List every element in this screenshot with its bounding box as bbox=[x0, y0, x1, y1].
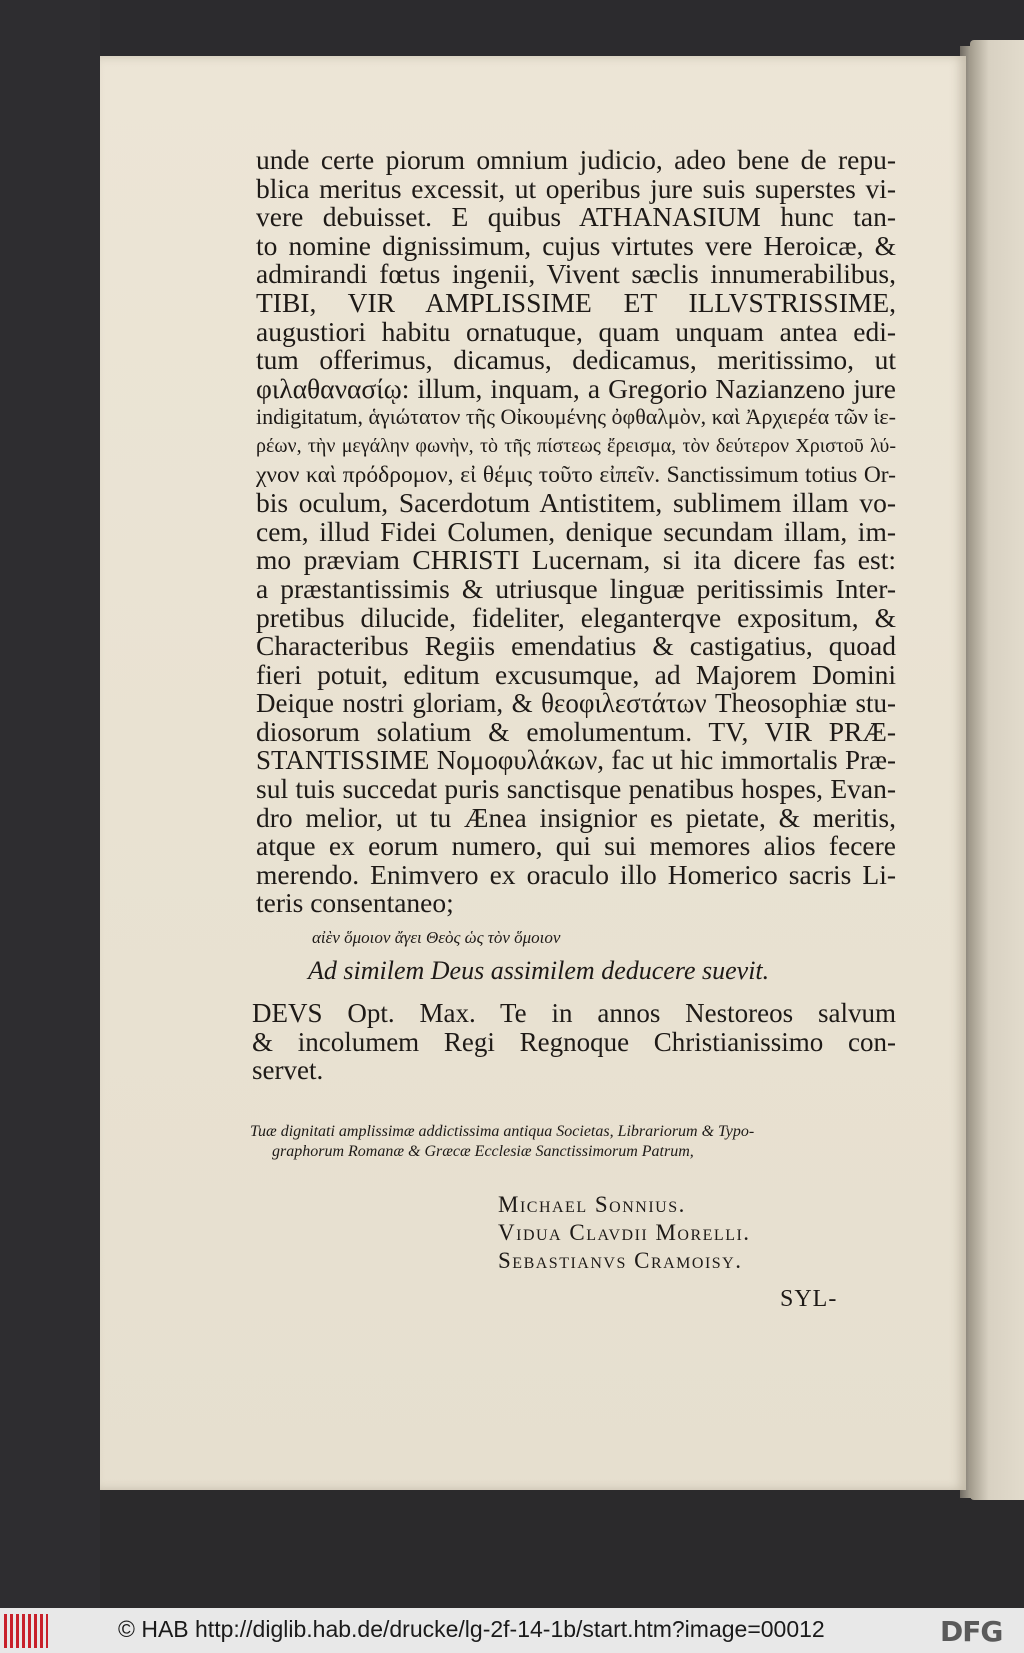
dedication-note bbox=[250, 1122, 898, 1162]
text-line: atque ex eorum numero, qui sui memores alios fecere bbox=[256, 830, 896, 862]
text-line: TIBI, VIR AMPLISSIME ET ILLVSTRISSIME, bbox=[256, 286, 896, 318]
closing-blessing bbox=[252, 1000, 896, 1086]
body-text bbox=[256, 146, 896, 918]
text-line: to nomine dignissimum, cujus virtutes vere Heroicæ, & bbox=[256, 229, 896, 261]
latin-verse: Ad similem Deus assimilem deducere suevit. bbox=[308, 956, 770, 985]
source-credit-link[interactable]: © HAB http://diglib.hab.de/drucke/lg-2f-14-1b/start.htm?image=00012 bbox=[118, 1616, 825, 1642]
dedication-line: Tuæ dignitati amplissimæ addictissima antiqua Societas, Librariorum & Typo- bbox=[250, 1123, 755, 1140]
text-line: unde certe piorum omnium judicio, adeo bene de repu- bbox=[256, 144, 896, 175]
text-line: sul tuis succedat puris sanctisque penatibus hospes, Evan- bbox=[256, 773, 896, 805]
closing-line: & incolumem Regi Regnoque Christianissimo con- bbox=[252, 1026, 896, 1057]
text-line: χνον καὶ πρόδρομον, εἰ θέμις τοῦτο εἰπεῖν. Sanctissimum totius Or- bbox=[256, 461, 896, 488]
text-line: teris consentaneo; bbox=[256, 887, 454, 919]
text-line: merendo. Enimvero ex oraculo illo Homerico sacris Li- bbox=[256, 858, 896, 890]
catchword: SYL- bbox=[780, 1286, 838, 1312]
dfg-logo: DFG bbox=[940, 1615, 1003, 1648]
text-line: admirandi fœtus ingenii, Vivent sæclis innumerabilibus, bbox=[256, 258, 896, 290]
text-line: Deique nostri gloriam, & θεοφιλεστάτων Theosophiæ stu- bbox=[256, 688, 896, 719]
text-line: blica meritus excessit, ut operibus jure suis superstes vi- bbox=[256, 172, 896, 204]
text-line: bis oculum, Sacerdotum Antistitem, sublimem illam vo- bbox=[256, 487, 896, 519]
text-line: ρέων, τὴν μεγάλην φωνὴν, τὸ τῆς πίστεως ἔρεισμα, τὸν δεύτερον Χριστοῦ λύ- bbox=[256, 434, 896, 457]
text-line: Characteribus Regiis emendatius & castigatius, quoad bbox=[256, 630, 896, 662]
scan-background-left bbox=[0, 0, 100, 1608]
signature-cramoisy: Sebastianvs Cramoisy. bbox=[498, 1248, 743, 1273]
text-line: indigitatum, ἁγιώτατον τῆς Οἰκουμένης ὀφθαλμὸν, καὶ Ἀρχιερέα τῶν ἱε- bbox=[256, 404, 896, 430]
closing-line: DEVS Opt. Max. Te in annos Nestoreos salvum bbox=[252, 998, 896, 1028]
text-line: dro melior, ut tu Ænea insignior es pietate, & meritis, bbox=[256, 801, 896, 833]
signature-morelli: Vidua Clavdii Morelli. bbox=[498, 1220, 751, 1245]
text-line: STANTISSIME Νομοφυλάκων, fac ut hic immortalis Præ- bbox=[256, 745, 896, 776]
book-page bbox=[100, 56, 966, 1490]
text-line: tum offerimus, dicamus, dedicamus, meritissimo, ut bbox=[256, 344, 896, 376]
text-line: a præstantissimis & utriusque linguæ peritissimis Inter- bbox=[256, 572, 896, 604]
text-line: diosorum solatium & emolumentum. TV, VIR PRÆ- bbox=[256, 715, 896, 747]
text-line: mo præviam CHRISTI Lucernam, si ita dicere fas est: bbox=[256, 544, 896, 576]
scan-background-top bbox=[0, 0, 1024, 56]
greek-verse: αἰὲν ὅμοιον ἄγει Θεὸς ὡς τὸν ὅμοιον bbox=[312, 928, 561, 947]
text-line: augustiori habitu ornatuque, quam unquam antea edi- bbox=[256, 315, 896, 347]
text-line: fieri potuit, editum excusumque, ad Majorem Domini bbox=[256, 658, 896, 690]
hab-logo-icon bbox=[4, 1614, 48, 1648]
viewer-footer bbox=[0, 1608, 1024, 1653]
closing-line: servet. bbox=[252, 1055, 324, 1086]
text-line: pretibus dilucide, fideliter, eleganterqve expositum, & bbox=[256, 601, 896, 633]
dedication-line: graphorum Romanæ & Græcæ Ecclesiæ Sanctissimorum Patrum, bbox=[272, 1143, 694, 1160]
text-line: φιλαθανασίῳ: illum, inquam, a Gregorio Nazianzeno jure bbox=[256, 372, 896, 404]
signature-sonnius: Michael Sonnius. bbox=[498, 1192, 686, 1217]
facing-page-edge bbox=[970, 40, 1024, 1500]
text-line: vere debuisset. E quibus ATHANASIUM hunc tan- bbox=[256, 201, 896, 233]
text-line: cem, illud Fidei Columen, denique secundam illam, im- bbox=[256, 515, 896, 547]
